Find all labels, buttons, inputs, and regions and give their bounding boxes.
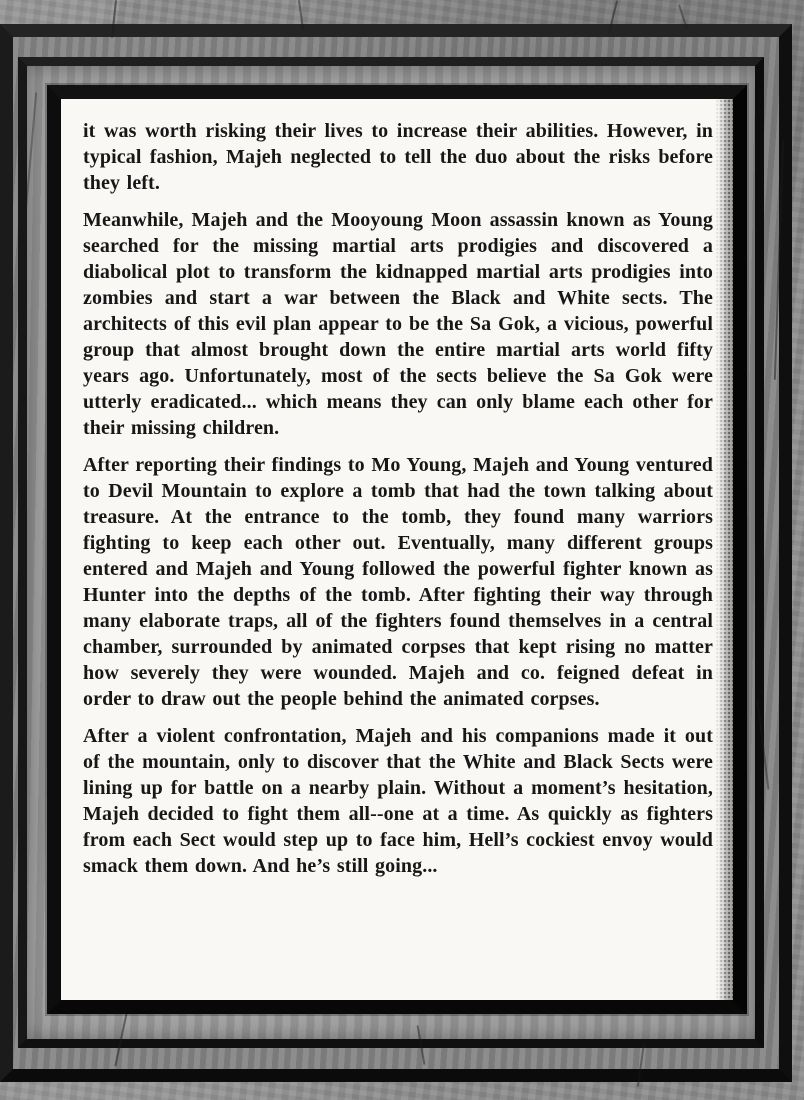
recap-paragraph-2: Meanwhile, Majeh and the Mooyoung Moon assassin known as Young searched for the missing martial arts prodigies and discovered a diabolical plot to transform the kidnapped martial arts prodigies into zombies and start a war between the Black and White sects. The architects of this evil plan appear to be the Sa Gok, a vicious, powerful group that almost brought down the entire martial arts world fifty years ago. Unfortunately, most of the sects believe the Sa Gok were utterly eradicated... which means they can only blame each other for their missing children. <box>83 209 713 439</box>
recap-paragraph-4: After a violent confrontation, Majeh and his companions made it out of the mountain, only to discover that the White and Black Sects were lining up for battle on a nearby plain. Without a moment’s hesitation, Majeh decided to fight them all--one at a time. As quickly as fighters from each Sect would step up to face him, Hell’s cockiest envoy would smack them down. And he’s still going... <box>83 725 713 877</box>
story-page <box>61 99 733 1000</box>
page-edge-shading <box>715 99 733 1000</box>
story-recap-text <box>83 118 713 890</box>
page-frame <box>47 85 747 1014</box>
recap-paragraph-3: After reporting their findings to Mo Young, Majeh and Young ventured to Devil Mountain to explore a tomb that had the town talking about treasure. At the entrance to the tomb, they found many warriors fighting to keep each other out. Eventually, many different groups entered and Majeh and Young followed the powerful fighter known as Hunter into the depths of the tomb. After fighting their way through many elaborate traps, all of the fighters found themselves in a central chamber, surrounded by animated corpses that kept rising no matter how severely they were wounded. Majeh and co. feigned defeat in order to draw out the people behind the animated corpses. <box>83 454 713 710</box>
recap-paragraph-1: it was worth risking their lives to increase their abilities. However, in typical fashion, Majeh neglected to tell the duo about the risks before they left. <box>83 120 713 194</box>
